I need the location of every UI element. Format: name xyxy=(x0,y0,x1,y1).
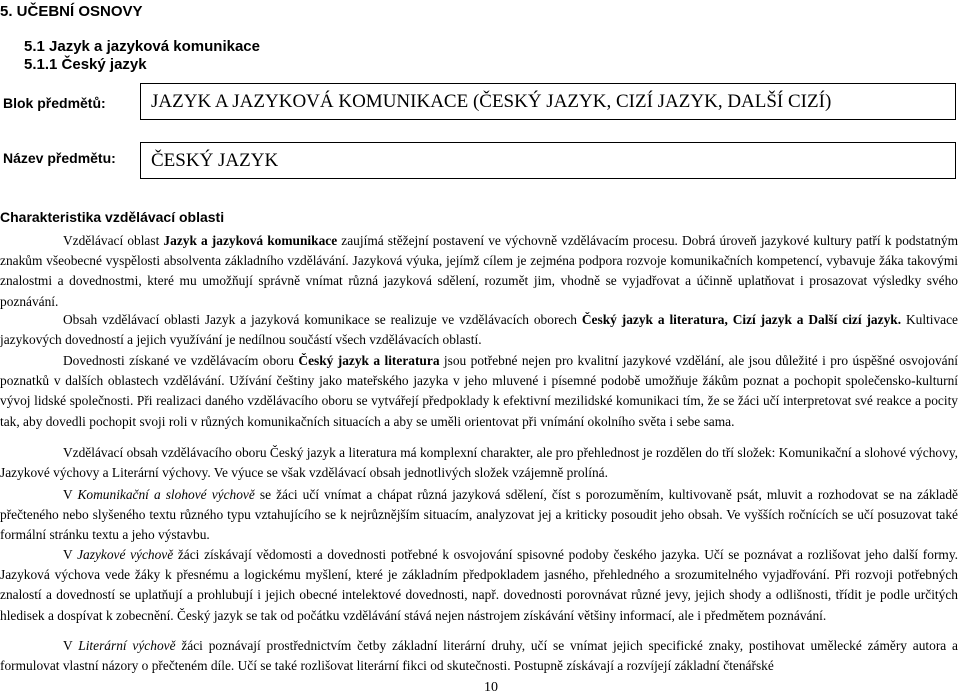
p4-text: Vzdělávací obsah vzdělávacího oboru Český jazyk a literatura má komplexní charakter, ale pro přehlednost je rozdělen do tří složek: Komunikační a slohové výchovy, Jazykové výchovy a Literární výchovy. Ve výuce se však vzdělávací obsah jednotlivých složek vzájemně prolíná. xyxy=(0,445,958,481)
p3-text-bold: Český jazyk a literatura xyxy=(298,353,440,368)
paragraph-5 xyxy=(0,485,958,546)
paragraph-3 xyxy=(0,351,958,432)
p5-text-a: V xyxy=(63,487,78,502)
paragraph-1 xyxy=(0,231,958,312)
p7-text-italic: Literární výchově xyxy=(78,638,176,653)
p1-text-a: Vzdělávací oblast xyxy=(63,233,164,248)
section-heading: 5. UČEBNÍ OSNOVY xyxy=(0,3,143,20)
p3-text-c: jsou potřebné nejen pro kvalitní jazykové vzdělání, ale jsou důležité i pro úspěšné osvojování poznatků v dalších oblastech vzdělávání. Užívání češtiny jako mateřského jazyka v jeho mluvené i písemné podobě umožňuje žákům poznat a pochopit společensko-kulturní vývoj lidské společnosti. Při realizaci daného vzdělávacího oboru se vytvářejí předpoklady k efektivní mezilidské komunikaci tím, že se žáci učí interpretovat své reakce a pocity tak, aby dovedli pochopit svoji roli v různých komunikačních situacích a aby se uměli orientovat při vnímání okolního světa i sebe sama. xyxy=(0,353,959,429)
paragraph-7 xyxy=(0,636,958,676)
p7-text-a: V xyxy=(63,638,79,653)
paragraph-4 xyxy=(0,443,958,483)
p5-text-italic: Komunikační a slohové výchově xyxy=(77,487,255,502)
subsection-heading: 5.1 Jazyk a jazyková komunikace xyxy=(24,38,260,55)
block-value-box xyxy=(140,83,956,120)
p7-text-c: žáci poznávají prostřednictvím četby základní literární druhy, učí se vnímat jejich specifické znaky, postihovat umělecké záměry autora a formulovat vlastní názory o přečteném díle. Učí se také rozlišovat literární fikci od skutečnosti. Postupně získávají a rozvíjejí základní čtenářské xyxy=(0,638,958,674)
p1-text-bold: Jazyk a jazyková komunikace xyxy=(163,233,338,248)
p2-text-bold: Český jazyk a literatura, Cizí jazyk a Další cizí jazyk. xyxy=(581,312,902,327)
block-label: Blok předmětů: xyxy=(3,95,106,111)
subsubsection-heading: 5.1.1 Český jazyk xyxy=(24,56,147,73)
p6-text-a: V xyxy=(63,547,78,562)
p3-text-a: Dovednosti získané ve vzdělávacím oboru xyxy=(63,353,299,368)
p1-text-c: zaujímá stěžejní postavení ve výchovně vzdělávacím procesu. Dobrá úroveň jazykové kultury patří k podstatným znakům všeobecné vyspělosti absolventa základního vzdělávání. Jazyková výuka, jejímž cílem je zejména podpora rozvoje komunikačních kompetencí, vybavuje žáka takovými znalostmi a dovednostmi, které mu umožňují správně vnímat různá jazyková sdělení, rozumět jim, vhodně se vyjadřovat a účinně uplatňovat i prosazovat výsledky svého poznávání. xyxy=(0,233,958,309)
p2-text-c: Kultivace jazykových dovedností a jejich využívání je nedílnou součástí všech vzdělávacích oblastí. xyxy=(0,312,958,348)
p6-text-c: žáci získávají vědomosti a dovednosti potřebné k osvojování spisovné podoby českého jazyka. Učí se poznávat a rozlišovat jeho další formy. Jazyková výchova vede žáky k přesnému a logickému myšlení, které je základním předpokladem jasného, přehledného a srozumitelného vyjadřování. Při rozvoji potřebných znalostí a dovedností se uplatňují a prohlubují i jejich obecné intelektové dovednosti, např. dovednosti porovnávat různé jevy, jejich shody a odlišnosti, třídit je podle určitých hledisek a dospívat k zobecnění. Český jazyk se tak od počátku vzdělávání stává nejen nástrojem získávání většiny informací, ale i předmětem poznávání. xyxy=(0,547,958,623)
p5-text-c: se žáci učí vnímat a chápat různá jazyková sdělení, číst s porozuměním, kultivovaně psát, mluvit a rozhodovat se na základě přečteného nebo slyšeného textu různého typu vztahujícího se k nejrůznějším situacím, analyzovat jej a kriticky posoudit jeho obsah. Ve vyšších ročnících se učí posuzovat také formální stránku textu a jeho výstavbu. xyxy=(0,487,958,543)
characteristic-title: Charakteristika vzdělávací oblasti xyxy=(0,209,225,225)
p6-text-italic: Jazykové výchově xyxy=(77,547,174,562)
subject-label: Název předmětu: xyxy=(3,150,116,166)
block-value: JAZYK A JAZYKOVÁ KOMUNIKACE (ČESKÝ JAZYK, CIZÍ JAZYK, DALŠÍ CIZÍ) xyxy=(151,90,832,112)
p2-text-a: Obsah vzdělávací oblasti Jazyk a jazyková komunikace se realizuje ve vzdělávacích oborech xyxy=(63,312,582,327)
page-number: 10 xyxy=(484,680,498,695)
paragraph-2 xyxy=(0,310,958,350)
subject-value: ČESKÝ JAZYK xyxy=(151,149,279,171)
paragraph-6 xyxy=(0,545,958,626)
subject-value-box xyxy=(140,142,956,179)
